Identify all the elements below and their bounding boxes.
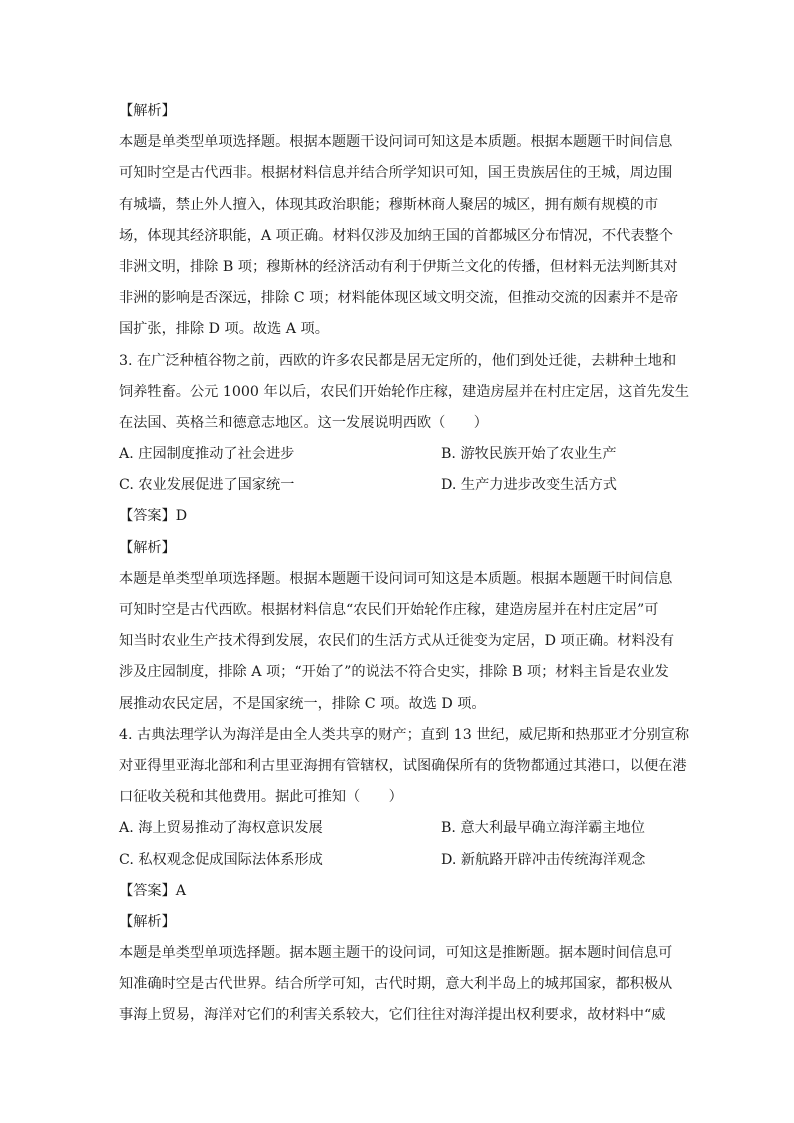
analysis-line: 场，体现其经济职能，A 项正确。材料仅涉及加纳王国的首都城区分布情况，不代表整个 <box>119 227 673 244</box>
analysis-line: 可知时空是古代西非。根据材料信息并结合所学知识可知，国王贵族居住的王城，周边围 <box>119 165 673 182</box>
option-row <box>119 845 667 876</box>
analysis-block <box>119 533 675 720</box>
analysis-line: 本题是单类型单项选择题。根据本题题干设问词可知这是本质题。根据本题题干时间信息 <box>119 134 673 151</box>
analysis-line: 非洲文明，排除 B 项；穆斯林的经济活动有利于伊斯兰文化的传播，但材料无法判断其对 <box>119 258 678 275</box>
answer-label: 【答案】 <box>119 882 176 899</box>
option-d: D. 生产力进步改变生活方式 <box>441 477 617 494</box>
question-4 <box>119 720 690 907</box>
document-page <box>119 96 690 1032</box>
analysis-label: 【解析】 <box>119 103 176 119</box>
analysis-line: 非洲的影响是否深远，排除 C 项；材料能体现区域文明交流，但推动交流的因素并不是帝 <box>119 290 679 307</box>
question-3 <box>119 346 690 533</box>
analysis-line: 国扩张，排除 D 项。故选 A 项。 <box>119 321 329 338</box>
option-b: B. 游牧民族开始了农业生产 <box>441 446 617 463</box>
option-b: B. 意大利最早确立海洋霸主地位 <box>441 820 645 837</box>
option-c: C. 私权观念促成国际法体系形成 <box>119 851 323 868</box>
option-c: C. 农业发展促进了国家统一 <box>119 477 295 494</box>
analysis-label: 【解析】 <box>119 913 176 930</box>
analysis-line: 本题是单类型单项选择题。据本题主题干的设问词，可知这是推断题。据本题时间信息可 <box>119 945 673 962</box>
analysis-line: 知准确时空是古代世界。结合所学可知，古代时期，意大利半岛上的城邦国家，都积极从 <box>119 976 673 993</box>
answer-label: 【答案】 <box>119 508 176 525</box>
analysis-block <box>119 96 679 346</box>
answer-line <box>119 876 667 907</box>
analysis-line: 知当时农业生产技术得到发展，农民们的生活方式从迁徙变为定居，D 项正确。材料没有 <box>119 633 675 650</box>
analysis-line: 涉及庄园制度，排除 A 项；“开始了”的说法不符合史实，排除 B 项；材料主旨是农业发 <box>119 664 669 681</box>
question-stem-line: 3. 在广泛种植谷物之前，西欧的许多农民都是居无定所的，他们到处迁徙，去耕种土地和 <box>119 352 677 369</box>
answer-line <box>119 501 667 532</box>
option-row <box>119 439 667 470</box>
option-a: A. 庄园制度推动了社会进步 <box>119 446 295 463</box>
analysis-line: 事海上贸易，海洋对它们的利害关系较大，它们往往对海洋提出权利要求，故材料中“威 <box>119 1007 666 1024</box>
analysis-line: 有城墙，禁止外人擅入，体现其政治职能；穆斯林商人聚居的城区，拥有颇有规模的市 <box>119 196 659 213</box>
option-a: A. 海上贸易推动了海权意识发展 <box>119 820 323 837</box>
option-d: D. 新航路开辟冲击传统海洋观念 <box>441 851 646 868</box>
option-row <box>119 470 667 501</box>
answer-value: A <box>175 882 187 899</box>
analysis-line: 可知时空是古代西欧。根据材料信息“农民们开始轮作庄稼，建造房屋并在村庄定居”可 <box>119 602 659 618</box>
analysis-block <box>119 907 673 1032</box>
question-stem-line: 对亚得里亚海北部和利古里亚海拥有管辖权，试图确保所有的货物都通过其港口，以便在港 <box>119 757 687 774</box>
question-stem-line: 口征收关税和其他费用。据此可推知（ ） <box>119 789 403 806</box>
question-stem-line: 饲养牲畜。公元 1000 年以后，农民们开始轮作庄稼，建造房屋并在村庄定居，这首先发生 <box>119 383 690 400</box>
option-row <box>119 813 667 844</box>
question-stem-line: 4. 古典法理学认为海洋是由全人类共享的财产；直到 13 世纪，威尼斯和热那亚才分别宣称 <box>119 726 690 743</box>
analysis-line: 本题是单类型单项选择题。根据本题题干设问词可知这是本质题。根据本题题干时间信息 <box>119 570 673 587</box>
answer-value: D <box>175 508 188 525</box>
analysis-label: 【解析】 <box>119 539 176 556</box>
question-stem-line: 在法国、英格兰和德意志地区。这一发展说明西欧（ ） <box>119 414 488 431</box>
analysis-line: 展推动农民定居，不是国家统一，排除 C 项。故选 D 项。 <box>119 695 486 712</box>
